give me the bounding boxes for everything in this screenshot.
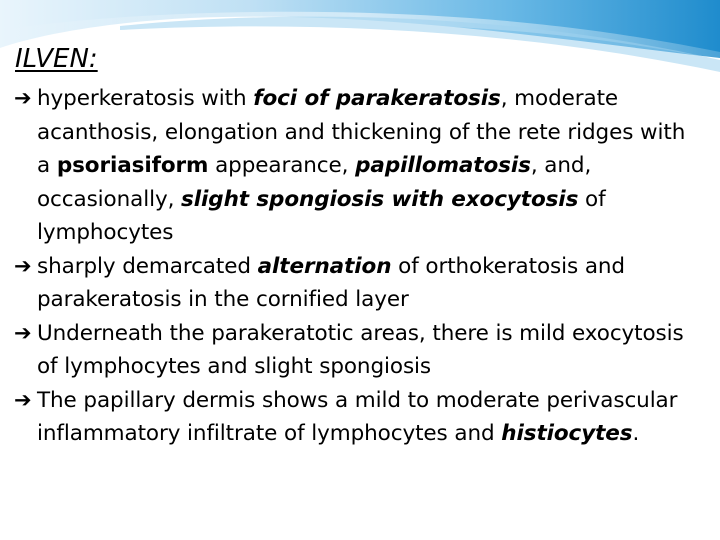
bullet-text-segment: psoriasiform xyxy=(56,153,209,178)
bullet-text-segment: papillomatosis xyxy=(355,153,531,178)
arrow-bullet-icon: ➔ xyxy=(14,86,32,110)
arrow-bullet-icon: ➔ xyxy=(14,320,32,345)
bullet-text-segment: . xyxy=(632,421,640,446)
bullet-item xyxy=(14,250,704,317)
bullet-item xyxy=(14,82,704,250)
bullet-text-segment: histiocytes xyxy=(501,421,633,446)
bullet-text-segment: sharply demarcated xyxy=(37,253,258,279)
bullet-text-segment: slight spongiosis with exocytosis xyxy=(181,186,579,212)
arrow-bullet-icon: ➔ xyxy=(14,387,32,412)
bullet-text-segment: alternation xyxy=(257,253,392,279)
bullet-text-segment: of lymphocytes xyxy=(37,186,606,245)
bullet-text-segment: , and, occasionally, xyxy=(37,153,592,212)
banner-decoration xyxy=(0,0,720,90)
bullet-item xyxy=(14,317,704,384)
bullet-text-segment: foci of parakeratosis xyxy=(253,86,501,111)
slide-title: ILVEN: xyxy=(15,44,98,74)
bullet-text-segment: Underneath the parakeratotic areas, there is mild exocytosis of lymphocytes and slight spongiosis xyxy=(37,320,684,379)
bullet-item xyxy=(14,384,704,451)
bullet-text-segment: The papillary dermis shows a mild to moderate perivascular inflammatory infiltrate of lymphocytes and xyxy=(37,387,678,446)
bullet-list xyxy=(14,82,704,451)
bullet-text-segment: of orthokeratosis and parakeratosis in the cornified layer xyxy=(37,253,625,312)
arrow-bullet-icon: ➔ xyxy=(14,253,32,278)
bullet-text-segment: appearance, xyxy=(208,153,356,178)
bullet-text-segment: , moderate acanthosis, elongation and thickening of the rete ridges with a xyxy=(37,86,686,178)
bullet-text-segment: hyperkeratosis with xyxy=(37,86,254,111)
